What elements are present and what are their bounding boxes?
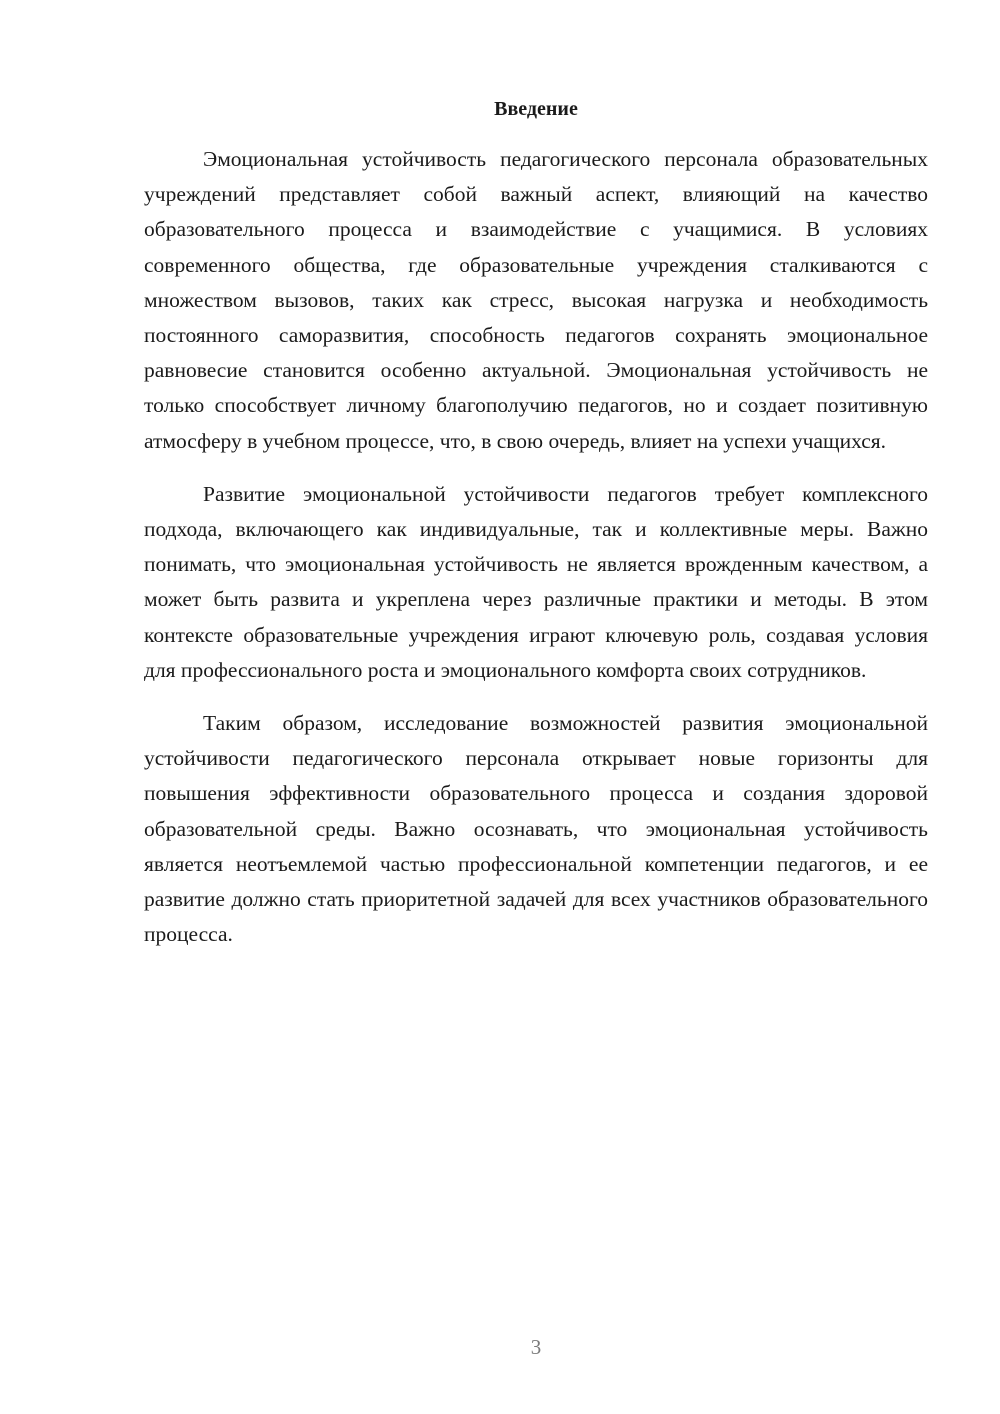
paragraph-1: Эмоциональная устойчивость педагогического персонала образовательных учреждений представляет собой важный аспект, влияющий на качество образовательного процесса и взаимодействие с учащимися. В условиях современного общества, где образовательные учреждения сталкиваются с множеством вызовов, таких как стресс, высокая нагрузка и необходимость постоянного саморазвития, способность педагогов сохранять эмоциональное равновесие становится особенно актуальной. Эмоциональная устойчивость не только способствует личному благополучию педагогов, но и создает позитивную атмосферу в учебном процессе, что, в свою очередь, влияет на успехи учащихся.: [144, 147, 928, 453]
page-number: 3: [530, 1335, 542, 1359]
section-heading: Введение: [494, 98, 578, 120]
paragraph-3: Таким образом, исследование возможностей развития эмоциональной устойчивости педагогического персонала открывает новые горизонты для повышения эффективности образовательного процесса и создания здоровой образовательной среды. Важно осознавать, что эмоциональная устойчивость является неотъемлемой частью профессиональной компетенции педагогов, и ее развитие должно стать приоритетной задачей для всех участников образовательного процесса.: [144, 711, 928, 947]
page-body: [144, 94, 928, 970]
paragraph-2: Развитие эмоциональной устойчивости педагогов требует комплексного подхода, включающего как индивидуальные, так и коллективные меры. Важно понимать, что эмоциональная устойчивость не является врожденным качеством, а может быть развита и укреплена через различные практики и методы. В этом контексте образовательные учреждения играют ключевую роль, создавая условия для профессионального роста и эмоционального комфорта своих сотрудников.: [144, 481, 928, 682]
